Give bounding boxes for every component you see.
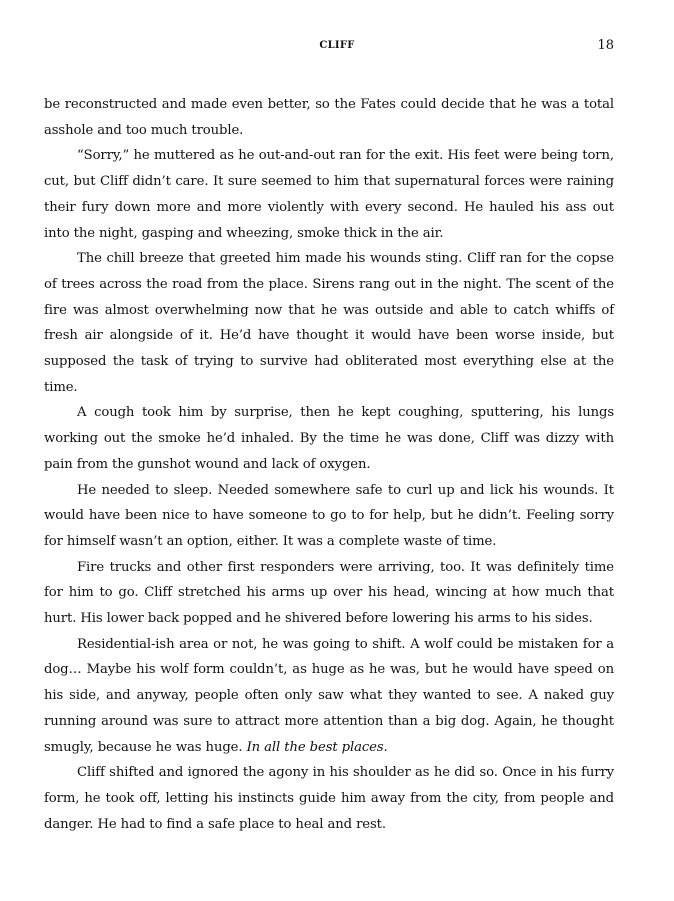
- running-head: CLIFF: [319, 40, 355, 51]
- paragraph: The chill breeze that greeted him made his wounds sting. Cliff ran for the copse of trees across the road from the place. Sirens rang out in the night. The scent of the fire was almost overwhelming now that he was outside and able to catch whiffs of fresh air alongside of it. He’d have thought it would have been worse inside, but supposed the task of trying to survive had obliterated most everything else at the time.: [44, 251, 614, 395]
- paragraph-text: Residential-ish area or not, he was going to shift. A wolf could be mistaken for a dog… Maybe his wolf form couldn’t, as huge as he was, but he would have speed on his side, and anyway, people often only saw what they wanted to see. A naked guy running around was sure to attract more attention than a big dog. Again, he thought smugly, because he was huge.: [44, 636, 614, 755]
- paragraph: Cliff shifted and ignored the agony in his shoulder as he did so. Once in his furry form, he took off, letting his instincts guide him away from the city, from people and danger. He had to find a safe place to heal and rest.: [44, 765, 614, 832]
- paragraph: be reconstructed and made even better, so the Fates could decide that he was a total asshole and too much trouble.: [44, 97, 614, 138]
- page-number: 18: [597, 38, 614, 53]
- paragraph: Fire trucks and other first responders were arriving, too. It was definitely time for him to go. Cliff stretched his arms up over his head, wincing at how much that hurt. His lower back popped and he shivered before lowering his arms to his sides.: [44, 559, 614, 627]
- paragraph: [44, 632, 614, 761]
- paragraph: “Sorry,” he muttered as he out-and-out ran for the exit. His feet were being torn, cut, but Cliff didn’t care. It sure seemed to him that supernatural forces were raining their fury down more and more violently with every second. He hauled his ass out into the night, gasping and wheezing, smoke thick in the air.: [44, 148, 614, 241]
- page-header: [0, 38, 674, 58]
- paragraph: He needed to sleep. Needed somewhere safe to curl up and lick his wounds. It would have been nice to have someone to go to for help, but he didn’t. Feeling sorry for himself wasn’t an option, either. It was a complete waste of time.: [44, 482, 614, 549]
- italic-phrase: In all the best places.: [246, 739, 388, 755]
- paragraph: A cough took him by surprise, then he kept coughing, sputtering, his lungs working out the smoke he’d inhaled. By the time he was done, Cliff was dizzy with pain from the gunshot wound and lack of oxygen.: [44, 405, 614, 472]
- body-text: [44, 92, 614, 837]
